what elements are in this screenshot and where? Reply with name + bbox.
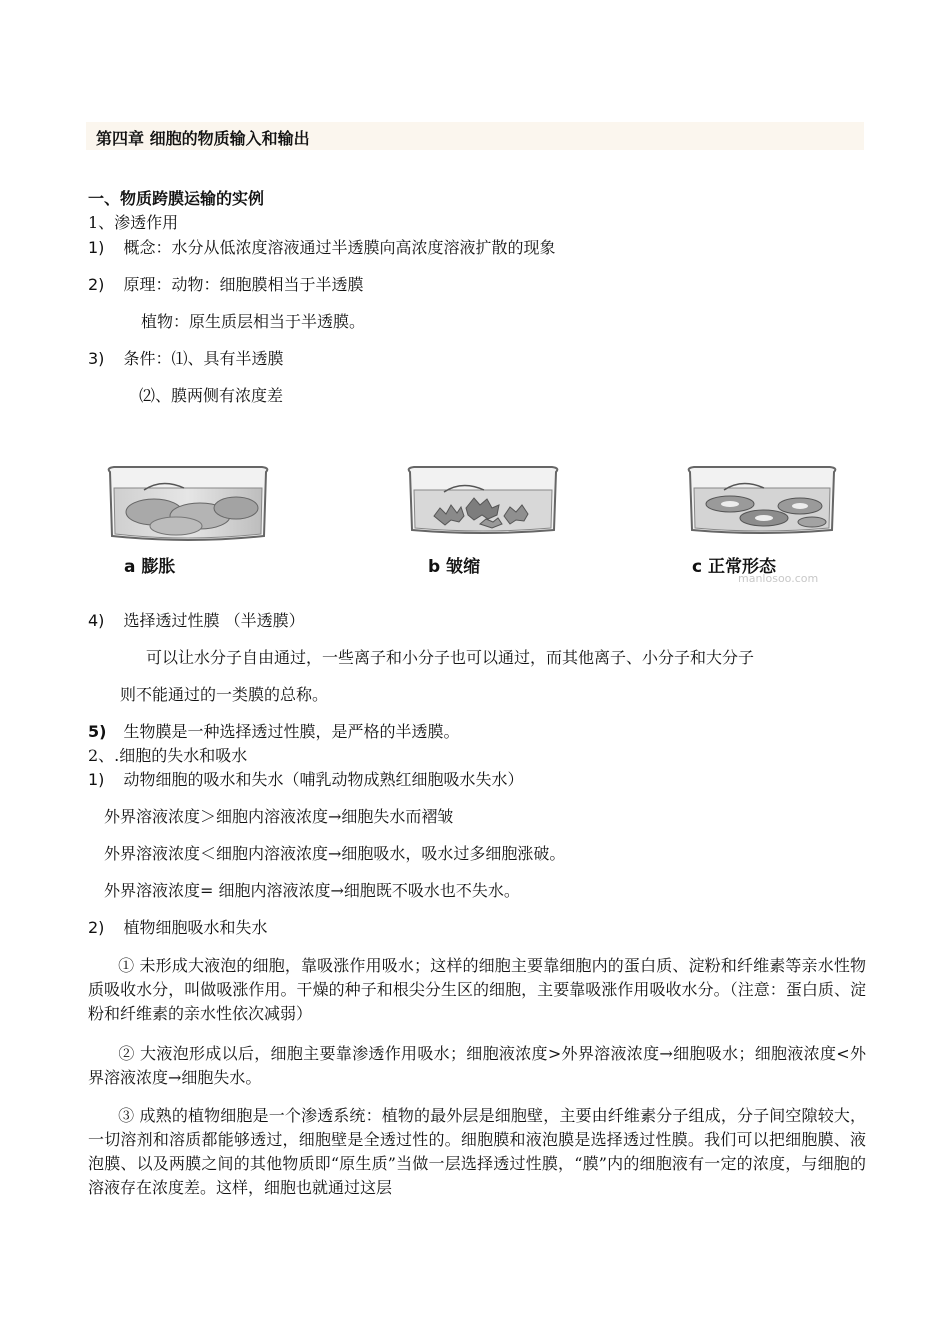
list-item	[88, 769, 524, 791]
figure-caption: 正常形态	[708, 557, 776, 577]
list-item	[88, 237, 556, 259]
list-item	[88, 917, 268, 939]
list-text: 选择透过性膜 （半透膜）	[123, 611, 305, 630]
paragraph	[88, 1104, 866, 1200]
section-heading: 一、物质跨膜运输的实例	[88, 189, 265, 208]
rule-line: 外界溶液浓度＜细胞内溶液浓度→细胞吸水，吸水过多细胞涨破。	[104, 844, 566, 863]
rule-line: 外界溶液浓度＞细胞内溶液浓度→细胞失水而褶皱	[104, 807, 454, 826]
list-text: 概念：水分从低浓度溶液通过半透膜向高浓度溶液扩散的现象	[123, 238, 556, 257]
list-item	[88, 274, 364, 296]
figure-letter: a	[124, 557, 136, 577]
figure-letter: c	[692, 557, 703, 577]
list-text: 条件：⑴、具有半透膜	[123, 349, 284, 368]
list-item	[88, 348, 284, 370]
beaker-figure-c	[684, 464, 840, 536]
list-text: 动物细胞的吸水和失水（哺乳动物成熟红细胞吸水失水）	[123, 770, 524, 789]
list-number: 2)	[88, 918, 105, 937]
list-text: 原理：动物：细胞膜相当于半透膜	[123, 275, 364, 294]
subsection-heading: 2、.细胞的失水和吸水	[88, 746, 248, 765]
figure-label-b	[428, 552, 480, 577]
figure-caption: 皱缩	[446, 557, 481, 577]
watermark: manlosoo.com	[738, 572, 819, 585]
list-number: 5)	[88, 722, 107, 741]
figure-letter: b	[428, 557, 441, 577]
list-continuation: ⑵、膜两侧有浓度差	[139, 386, 284, 405]
chapter-title: 第四章 细胞的物质输入和输出	[96, 129, 310, 148]
rule-line: 外界溶液浓度= 细胞内溶液浓度→细胞既不吸水也不失水。	[104, 881, 520, 900]
paragraph	[88, 954, 866, 1026]
list-item	[88, 721, 460, 743]
beaker-figure-a	[104, 464, 272, 544]
list-item	[88, 610, 305, 632]
list-number: 2)	[88, 275, 105, 294]
paragraph-text: ③ 成熟的植物细胞是一个渗透系统：植物的最外层是细胞壁，主要由纤维素分子组成，分子间空隙较大，一切溶剂和溶质都能够透过，细胞壁是全透过性的。细胞膜和液泡膜是选择透过性膜。我们可以把细胞膜、液泡膜、以及两膜之间的其他物质即“原生质”当做一层选择透过性膜，“膜”内的细胞液有一定的浓度，与细胞的溶液存在浓度差。这样，细胞也就通过这层	[88, 1106, 866, 1197]
figure-label-a	[124, 552, 175, 577]
beaker-figure-b	[404, 464, 562, 536]
list-number: 4)	[88, 611, 105, 630]
figure-caption: 膨胀	[141, 557, 176, 577]
list-number: 1)	[88, 770, 105, 789]
paragraph	[88, 1042, 866, 1090]
paragraph-text: ② 大液泡形成以后，细胞主要靠渗透作用吸水；细胞液浓度>外界溶液浓度→细胞吸水；细胞液浓度<外界溶液浓度→细胞失水。	[88, 1044, 866, 1087]
paragraph-text: ① 未形成大液泡的细胞，靠吸涨作用吸水；这样的细胞主要靠细胞内的蛋白质、淀粉和纤维素等亲水性物质吸收水分，叫做吸涨作用。干燥的种子和根尖分生区的细胞，主要靠吸涨作用吸收水分。（注意：蛋白质、淀粉和纤维素的亲水性依次减弱）	[88, 956, 866, 1023]
list-continuation: 植物：原生质层相当于半透膜。	[141, 312, 366, 331]
list-number: 1)	[88, 238, 105, 257]
list-text: 生物膜是一种选择透过性膜，是严格的半透膜。	[123, 722, 460, 741]
list-number: 3)	[88, 349, 105, 368]
subsection-heading: 1、渗透作用	[88, 213, 179, 232]
definition-line-1: 可以让水分子自由通过，一些离子和小分子也可以通过，而其他离子、小分子和大分子	[146, 648, 755, 667]
definition-line-2: 则不能通过的一类膜的总称。	[120, 685, 329, 704]
list-text: 植物细胞吸水和失水	[123, 918, 268, 937]
